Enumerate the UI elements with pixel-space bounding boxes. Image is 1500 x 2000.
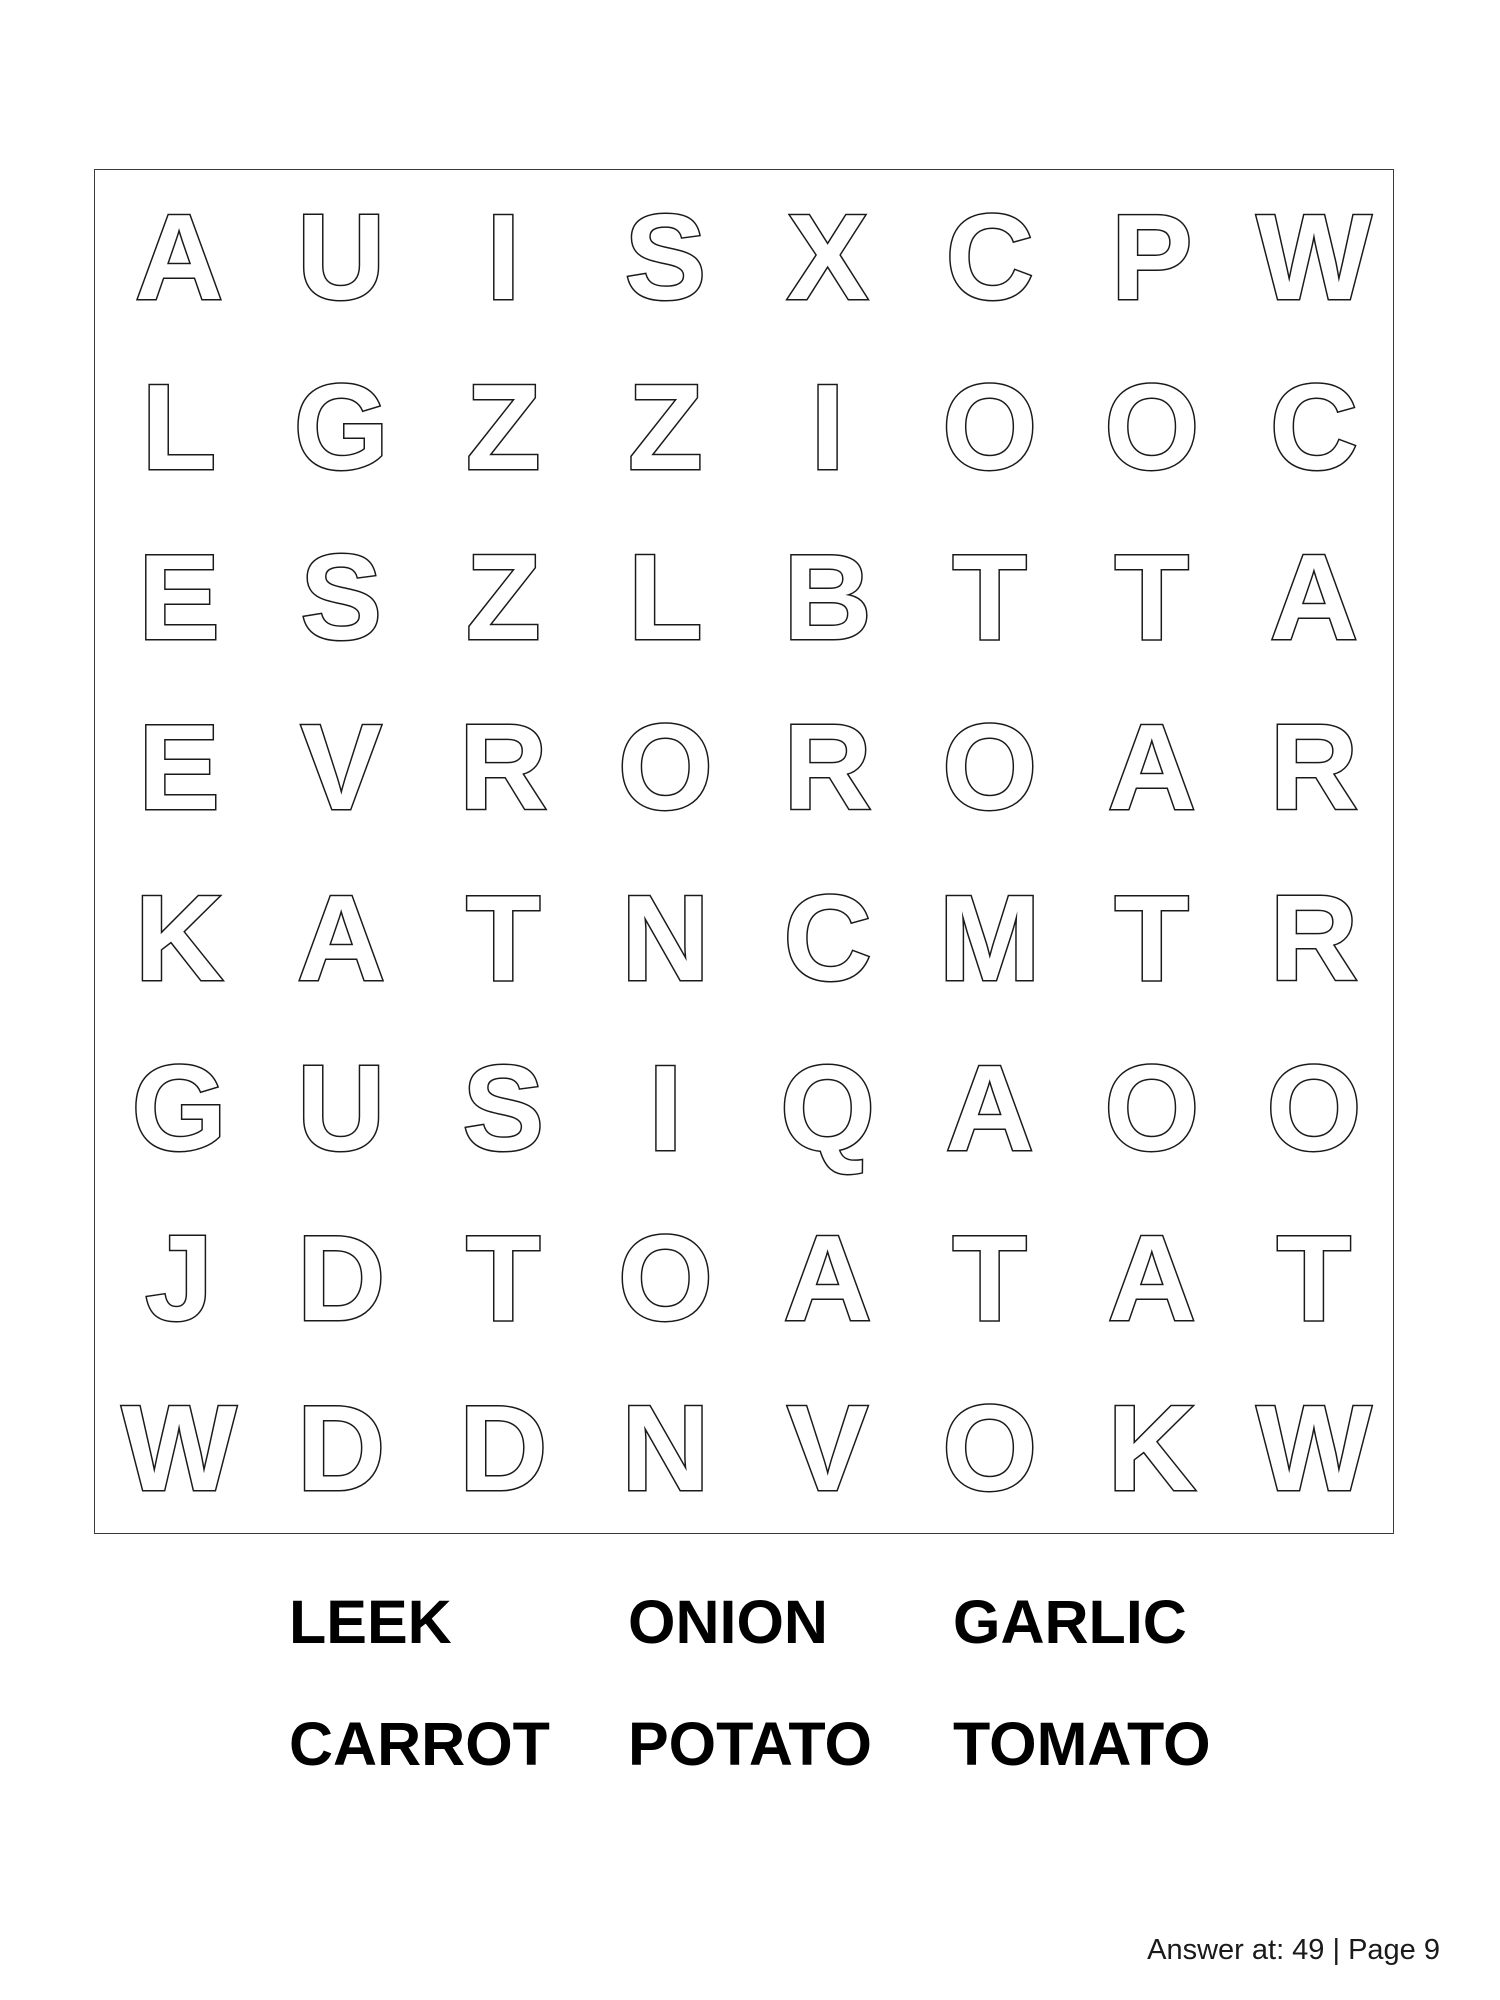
word-list-item: TOMATO <box>953 1710 1211 1778</box>
grid-cell[interactable]: A <box>1107 699 1196 836</box>
grid-cell[interactable]: N <box>621 1379 710 1516</box>
grid-cell[interactable]: I <box>486 189 521 326</box>
grid-cell[interactable]: A <box>1269 529 1358 666</box>
grid-cell[interactable]: O <box>1266 1039 1362 1176</box>
grid-cell[interactable]: T <box>1114 529 1190 666</box>
grid-cell[interactable]: C <box>1269 359 1358 496</box>
word-list-item: GARLIC <box>953 1588 1187 1656</box>
grid-cell[interactable]: D <box>297 1209 386 1346</box>
grid-cell[interactable]: J <box>145 1209 213 1346</box>
grid-cell[interactable]: O <box>617 699 713 836</box>
grid-cell[interactable]: T <box>952 529 1027 666</box>
letter-grid <box>98 172 1395 1533</box>
word-list-item: CARROT <box>289 1710 550 1778</box>
grid-cell[interactable]: V <box>786 1379 869 1516</box>
grid-cell[interactable]: O <box>942 1379 1038 1516</box>
grid-cell[interactable]: V <box>300 699 382 836</box>
grid-cell[interactable]: O <box>942 699 1038 836</box>
grid-cell[interactable]: M <box>938 869 1041 1006</box>
grid-cell[interactable]: W <box>1256 189 1372 326</box>
grid-cell[interactable]: C <box>945 189 1034 326</box>
grid-cell[interactable]: U <box>297 1039 386 1176</box>
grid-cell[interactable]: I <box>810 359 845 496</box>
grid-cell[interactable]: E <box>138 529 220 666</box>
grid-cell[interactable]: E <box>138 699 220 836</box>
grid-cell[interactable]: Z <box>466 529 541 666</box>
grid-cell[interactable]: G <box>293 359 389 496</box>
grid-cell[interactable]: R <box>783 699 872 836</box>
grid-cell[interactable]: Z <box>628 359 703 496</box>
grid-cell[interactable]: T <box>1276 1209 1352 1346</box>
grid-cell[interactable]: B <box>783 529 872 666</box>
grid-cell[interactable]: R <box>1269 869 1358 1006</box>
grid-cell[interactable]: L <box>628 529 703 666</box>
grid-cell[interactable]: P <box>1111 189 1193 326</box>
page-footer: Answer at: 49 | Page 9 <box>1147 1934 1440 1966</box>
grid-cell[interactable]: T <box>952 1209 1027 1346</box>
grid-cell[interactable]: W <box>121 1379 237 1516</box>
grid-cell[interactable]: R <box>459 699 548 836</box>
grid-cell[interactable]: S <box>624 189 707 326</box>
grid-cell[interactable]: X <box>786 189 869 326</box>
grid-cell[interactable]: O <box>617 1209 713 1346</box>
word-list <box>289 1588 1289 1812</box>
grid-cell[interactable]: L <box>141 359 217 496</box>
grid-cell[interactable]: T <box>466 869 541 1006</box>
grid-cell[interactable]: W <box>1256 1379 1372 1516</box>
grid-cell[interactable]: A <box>135 189 224 326</box>
grid-cell[interactable]: T <box>466 1209 541 1346</box>
grid-cell[interactable]: Q <box>780 1039 876 1176</box>
grid-cell[interactable]: S <box>300 529 382 666</box>
grid-cell[interactable]: D <box>459 1379 548 1516</box>
grid-cell[interactable]: Z <box>466 359 541 496</box>
grid-cell[interactable]: A <box>783 1209 872 1346</box>
grid-cell[interactable]: O <box>1104 359 1200 496</box>
grid-cell[interactable]: G <box>131 1039 227 1176</box>
word-list-item: LEEK <box>289 1588 452 1656</box>
word-list-item: POTATO <box>628 1710 872 1778</box>
grid-cell[interactable]: O <box>1104 1039 1200 1176</box>
grid-cell[interactable]: C <box>783 869 872 1006</box>
grid-cell[interactable]: T <box>1114 869 1190 1006</box>
grid-cell[interactable]: I <box>648 1039 683 1176</box>
grid-cell[interactable]: A <box>1107 1209 1196 1346</box>
grid-cell[interactable]: N <box>621 869 710 1006</box>
grid-cell[interactable]: A <box>945 1039 1034 1176</box>
grid-cell[interactable]: A <box>297 869 386 1006</box>
grid-cell[interactable]: K <box>1107 1379 1196 1516</box>
grid-cell[interactable]: D <box>297 1379 386 1516</box>
grid-cell[interactable]: K <box>135 869 224 1006</box>
grid-cell[interactable]: U <box>297 189 386 326</box>
grid-cell[interactable]: R <box>1269 699 1358 836</box>
grid-cell[interactable]: O <box>942 359 1038 496</box>
word-list-item: ONION <box>628 1588 828 1656</box>
grid-cell[interactable]: S <box>462 1039 544 1176</box>
